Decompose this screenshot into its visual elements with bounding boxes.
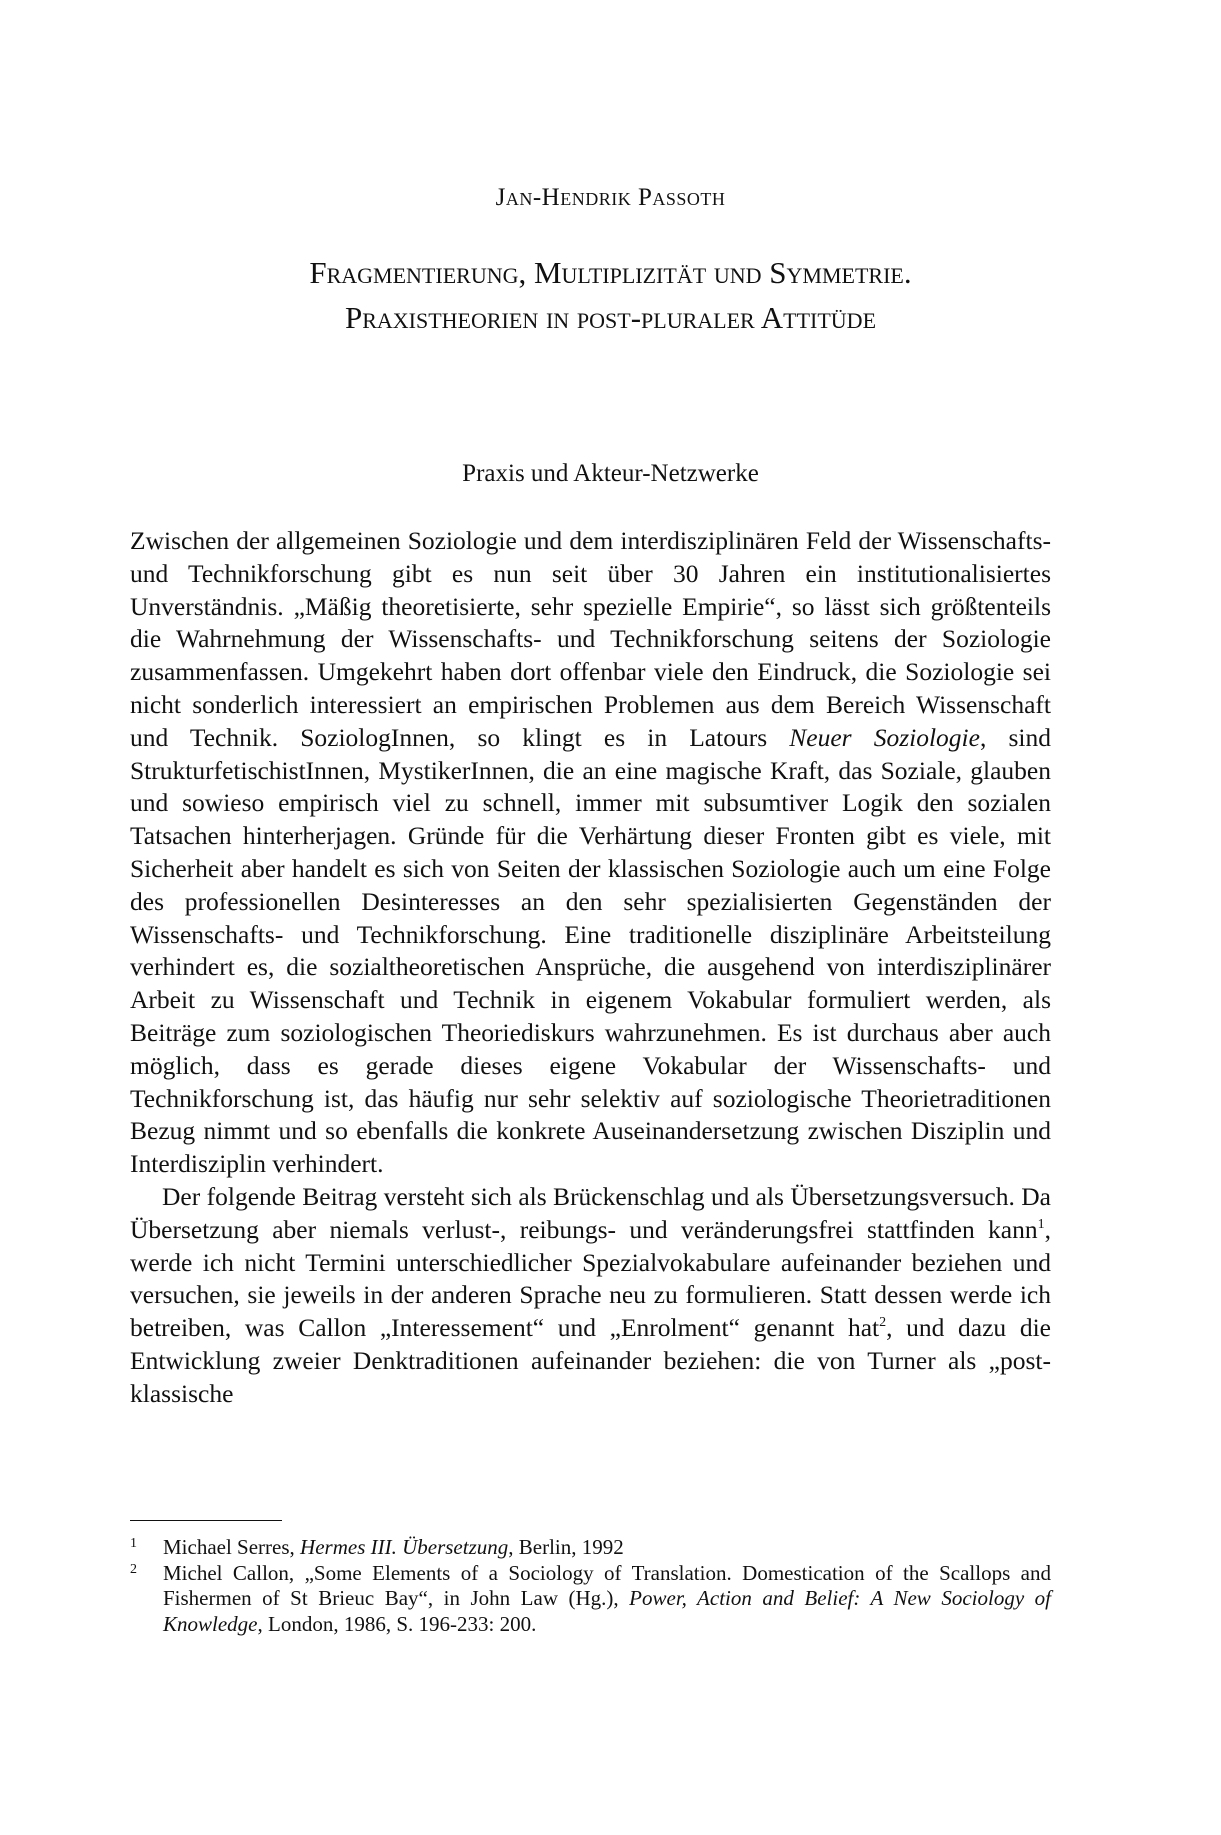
paragraph-2 [130,1181,1051,1411]
footnote-2-text-b: , London, 1986, S. 196-233: 200. [257,1611,537,1636]
footnote-1-italic: Hermes III. Übersetzung [300,1535,509,1559]
footnotes [130,1535,1051,1637]
chapter-title [0,250,1221,340]
footnote-1 [130,1535,1051,1561]
chapter-title-line-2: Praxistheorien in post-pluraler Attitüde [344,300,877,335]
footnote-divider [130,1520,282,1521]
chapter-title-line-1: Fragmentierung, Multiplizität und Symmetrie. [309,255,912,290]
paragraph-2-text-b: , werde ich nicht Termini unterschiedlicher Spezialvokabulare aufeinander beziehen und versuchen, sie jeweils in der anderen Sprache neu zu formulieren. Statt dessen werde ich betreiben, was Callon „Interessement“ und „Enrolment“ genannt hat [130,1214,1051,1343]
footnote-1-number: 1 [130,1536,137,1551]
paragraph-1-text-a: Zwischen der allgemeinen Soziologie und dem interdisziplinären Feld der Wissenschafts- und Technikforschung gibt es nun seit über 30 Jahren ein institutionalisiertes Unverständnis. „Mäßig theoretisierte, sehr spezielle Empirie“, so lässt sich größtenteils die Wahrnehmung der Wissenschafts- und Technikforschung seitens der Soziologie zusammenfassen. Umgekehrt haben dort offenbar viele den Eindruck, die Soziologie sei nicht sonderlich interessiert an empirischen Problemen aus dem Bereich Wissenschaft und Technik. SoziologInnen, so klingt es in Latours [130,526,1051,752]
footnote-2-number: 2 [130,1561,137,1577]
footnote-2 [130,1561,1051,1638]
paragraph-2-text-a: Der folgende Beitrag versteht sich als Brückenschlag und als Übersetzungsversuch. Da Übersetzung aber niemals verlust-, reibungs- und veränderungsfrei stattfinden kann [130,1181,1051,1244]
body-text [130,525,1051,1411]
paragraph-2-text-c: , und dazu die Entwicklung zweier Denktraditionen aufeinander beziehen: die von Turner als „post-klassische [130,1313,1051,1408]
footnote-2-italic: Power, Action and Belief: A New Sociology of Knowledge [163,1586,1051,1636]
footnote-ref-1[interactable]: 1 [1037,1216,1045,1232]
paragraph-1-italic: Neuer Soziologie [789,722,980,752]
footnote-2-text-a: Michel Callon, „Some Elements of a Sociology of Translation. Domestication of the Scallops and Fishermen of St Brieuc Bay“, in John Law (Hg.), [163,1560,1051,1610]
paragraph-1 [130,525,1051,1181]
footnote-1-text-a: Michael Serres, [163,1535,301,1559]
footnote-ref-2[interactable]: 2 [879,1315,887,1331]
section-heading: Praxis und Akteur-Netzwerke [462,460,759,487]
paragraph-1-text-b: , sind StrukturfetischistInnen, MystikerInnen, die an eine magische Kraft, das Soziale, glauben und sowieso empirisch viel zu schnell, immer mit subsumtiver Logik den sozialen Tatsachen hinterherjagen. Gründe für die Verhärtung dieser Fronten gibt es viele, mit Sicherheit aber handelt es sich von Seiten der klassischen Soziologie auch um eine Folge des professionellen Desinteresses an den sehr spezialisierten Gegenständen der Wissenschafts- und Technikforschung. Eine traditionelle disziplinäre Arbeitsteilung verhindert es, die sozialtheoretischen Ansprüche, die ausgehend von interdisziplinärer Arbeit zu Wissenschaft und Technik in eigenem Vokabular formuliert werden, als Beiträge zum soziologischen Theoriediskurs wahrzunehmen. Es ist durchaus aber auch möglich, dass es gerade dieses eigene Vokabular der Wissenschafts- und Technikforschung ist, das häufig nur sehr selektiv auf soziologische Theorietraditionen Bezug nimmt und so ebenfalls die konkrete Auseinandersetzung zwischen Disziplin und Interdisziplin verhindert. [130,722,1051,1179]
author-name: Jan-Hendrik Passoth [495,184,726,211]
footnote-1-text-b: , Berlin, 1992 [508,1535,624,1559]
